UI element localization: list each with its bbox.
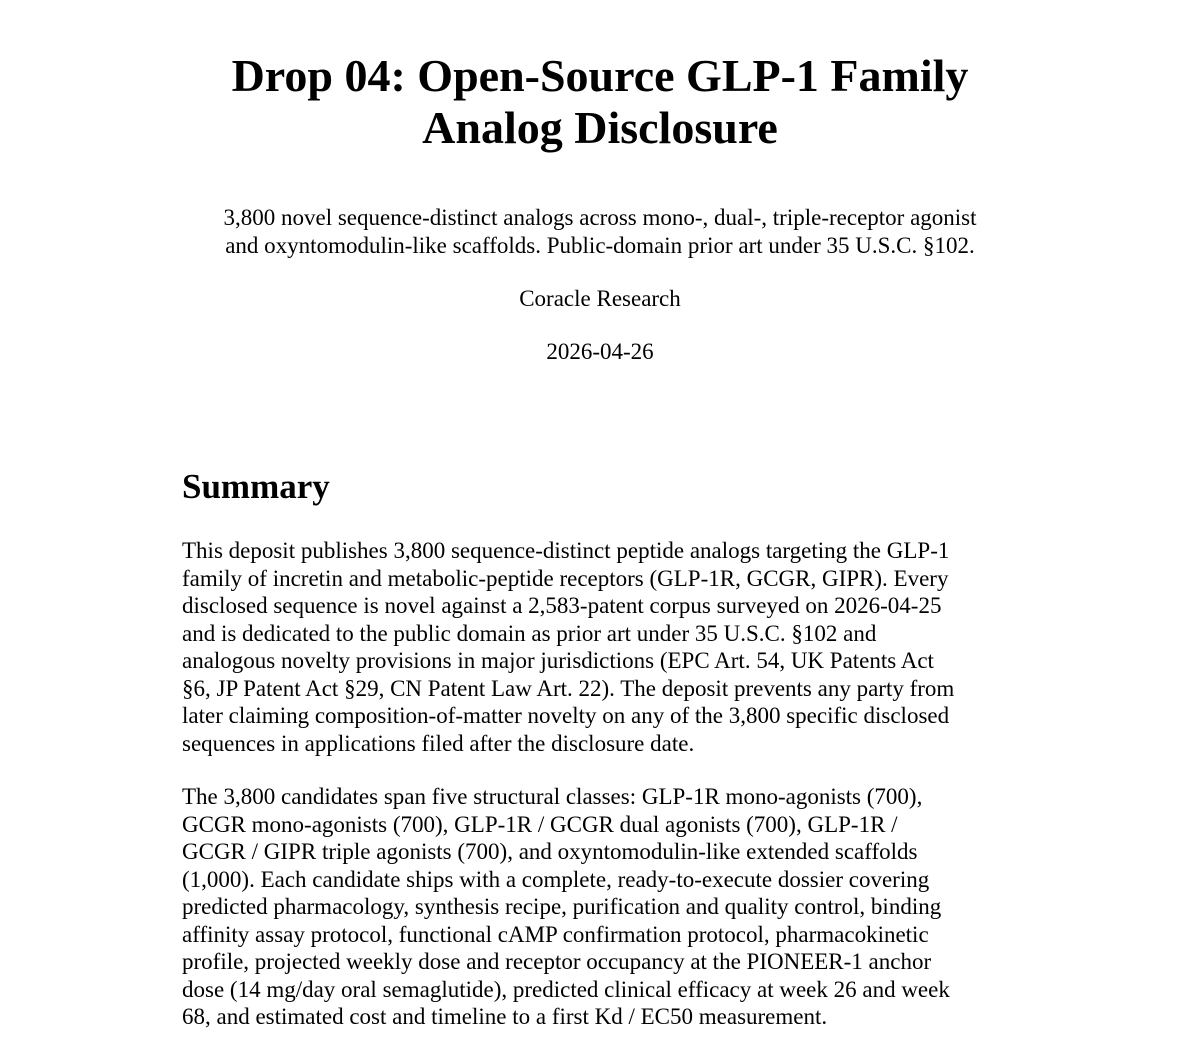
document-subtitle [150,204,1050,260]
paragraph-line: §6, JP Patent Act §29, CN Patent Law Art. 22). The deposit prevents any party from [182,675,955,701]
paragraph-line: family of incretin and metabolic-peptide receptors (GLP-1R, GCGR, GIPR). Every [182,565,949,591]
paragraph-line: analogous novelty provisions in major jurisdictions (EPC Art. 54, UK Patents Act [182,648,934,673]
paragraph-line: The 3,800 candidates span five structural classes: GLP-1R mono-agonists (700), [182,784,923,809]
title-line: Drop 04: Open-Source GLP-1 Family [231,50,969,101]
paragraph-line: and is dedicated to the public domain as prior art under 35 U.S.C. §102 and [182,620,877,646]
paragraph-line: predicted pharmacology, synthesis recipe, purification and quality control, binding [182,894,942,919]
paragraph-line: (1,000). Each candidate ships with a complete, ready-to-execute dossier covering [182,866,930,892]
paragraph-line: GCGR mono-agonists (700), GLP-1R / GCGR dual agonists (700), GLP-1R / [182,811,898,837]
paragraph-line: dose (14 mg/day oral semaglutide), predicted clinical efficacy at week 26 and week [182,976,950,1002]
paragraph-line: sequences in applications filed after the disclosure date. [182,730,695,756]
paragraph-line: This deposit publishes 3,800 sequence-distinct peptide analogs targeting the GLP-1 [182,538,950,563]
paragraph-line: profile, projected weekly dose and receptor occupancy at the PIONEER-1 anchor [182,949,932,974]
summary-paragraph-2 [182,783,1022,1031]
document-title [150,50,1050,154]
subtitle-line: 3,800 novel sequence-distinct analogs across mono-, dual-, triple-receptor agonist [223,205,977,230]
paragraph-line: affinity assay protocol, functional cAMP confirmation protocol, pharmacokinetic [182,921,929,947]
paragraph-line: later claiming composition-of-matter novelty on any of the 3,800 specific disclosed [182,703,950,728]
document-author: Coracle Research [519,286,681,311]
summary-heading: Summary [182,467,330,506]
paragraph-line: disclosed sequence is novel against a 2,583-patent corpus surveyed on 2026-04-25 [182,593,942,618]
document-date: 2026-04-26 [546,339,654,364]
subtitle-line: and oxyntomodulin-like scaffolds. Public-domain prior art under 35 U.S.C. §102. [225,233,975,258]
summary-paragraph-1 [182,537,1022,757]
paragraph-line: GCGR / GIPR triple agonists (700), and oxyntomodulin-like extended scaffolds [182,839,918,864]
paragraph-line: 68, and estimated cost and timeline to a first Kd / EC50 measurement. [182,1004,828,1029]
title-line: Analog Disclosure [422,102,778,153]
